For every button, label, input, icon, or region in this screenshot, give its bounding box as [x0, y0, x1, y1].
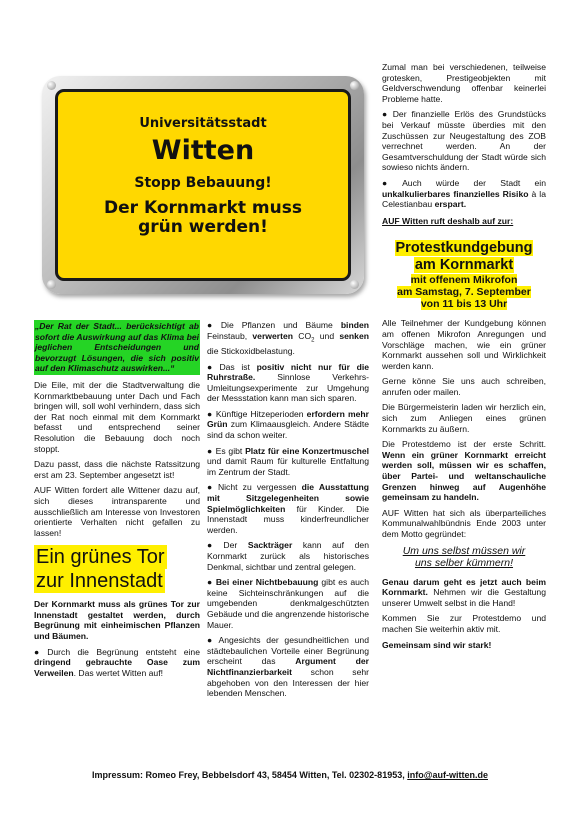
paragraph: Alle Teilnehmer der Kundgebung können am offenen Mikrofon Anregungen und Vorschläge machen, wie ein grüner Kornmarkt aussehen soll und Wirklichkeit werden kann. [382, 318, 546, 371]
sign-line-demand-1: Der Kornmarkt muss [104, 198, 302, 218]
bullet-icon: ● [207, 445, 213, 456]
sign-line-city-type: Universitätsstadt [139, 116, 267, 131]
quote-box [34, 320, 200, 375]
bullet-item: ● Durch die Begrünung entsteht eine dringend gebrauchte Oase zum Verweilen. Das wertet Witten auf! [34, 646, 200, 678]
bullet-item: ● Künftige Hitzeperioden erfordern mehr Grün zum Klimaausgleich. Andere Städte sind da schon weiter. [207, 408, 369, 441]
bullet-item: ● Nicht zu vergessen die Ausstattung mit Sitzgelegenheiten sowie Spielmöglichkeiten für Kinder. Die Innenstadt muss kinderfreundlicher werden. [207, 482, 369, 535]
paragraph: Zumal man bei verschiedenen, teilweise grotesken, Prestigeobjekten mit Geldverschwendung offenbar keinerlei Probleme hatte. [382, 62, 546, 104]
event-title: am Kornmarkt [414, 257, 514, 274]
bullet-icon: ● [382, 177, 400, 188]
event-title: Protestkundgebung [395, 240, 533, 257]
heading-line: zur Innenstadt [36, 570, 163, 593]
bullet-item: ● Der finanzielle Erlös des Grundstücks bei Verkauf müsste überdies mit den Zuschüssen zur Neugestaltung des ZOB verrechnet werden. An der Gesamtverschuldung der Stadt würde sich sowieso nichts ändern. [382, 109, 546, 173]
impressum-text: Impressum: Romeo Frey, Bebbelsdorf 43, 58454 Witten, Tel. 02302-81953, [92, 770, 408, 780]
bullet-icon: ● [207, 408, 213, 419]
bullet-item: ● Der Sackträger kann auf den Kornmarkt zurück als historisches Denkmal, sichtbar und zentral gelegen. [207, 540, 369, 572]
screw-icon [47, 81, 56, 90]
sign-line-demand-2: grün werden! [138, 217, 268, 237]
column-middle [207, 320, 369, 704]
bullet-icon: ● [207, 577, 213, 588]
paragraph: Gerne könne Sie uns auch schreiben, anrufen oder mailen. [382, 376, 546, 397]
bullet-item: ● Auch würde der Stadt ein unkalkulierbares finanzielles Risiko à la Celestianbau erspart. [382, 177, 547, 210]
paragraph: AUF Witten hat sich als überparteiliches Kommunalwahlbündnis Ende 2003 unter dem Motto gegründet: [382, 507, 546, 539]
email-link[interactable]: info@auf-witten.de [407, 770, 488, 780]
bullet-item: ● Das ist positiv nicht nur für die Ruhrstraße. Sinnlose Verkehrs-Umleitungsexperimente zur Umgehung der Messstation kann man sich sparen. [207, 361, 369, 404]
heading-line: Ein grünes Tor [36, 546, 165, 569]
bullet-item: ● Angesichts der gesundheitlichen und städtebaulichen Vorteile einer Begrünung erscheint das Argument der Nichtfinanzierbarkeit schon sehr abgehoben von den Interessen der hier lebenden Menschen. [207, 635, 369, 699]
column-left [34, 320, 200, 683]
screw-icon [47, 280, 56, 289]
event-time: von 11 bis 13 Uhr [420, 298, 508, 311]
bullet-icon: ● [207, 540, 221, 551]
section-heading [34, 545, 200, 593]
footer-impressum [0, 770, 580, 780]
motto: Um uns selbst müssen wir uns selber kümmern! [402, 544, 526, 570]
bullet-icon: ● [207, 635, 216, 646]
sign-line-city: Witten [151, 135, 255, 166]
bullet-icon: ● [207, 361, 217, 372]
paragraph: Dazu passt, dass die nächste Ratssitzung erst am 23. September angesetzt ist! [34, 459, 200, 480]
screw-icon [350, 280, 359, 289]
bullet-icon: ● [382, 109, 390, 120]
screw-icon [350, 81, 359, 90]
town-sign-face [55, 89, 351, 281]
paragraph: Die Eile, mit der die Stadtverwaltung die Kornmarktbebauung unter Dach und Fach bringen will, soll wohl verhindern, dass sich der Rat noch einmal mit dem Kornmarkt befasst und entsprechend seiner Resolution die Bebauung doch noch stoppt. [34, 379, 200, 454]
bullet-icon: ● [207, 482, 215, 493]
closing-line: Gemeinsam sind wir stark! [382, 639, 492, 650]
column-right [382, 62, 546, 655]
town-sign [42, 76, 364, 294]
bullet-icon: ● [34, 646, 45, 657]
bullet-icon: ● [207, 320, 218, 330]
paragraph: Die Bürgermeisterin laden wir herzlich ein, sich zum Anliegen eines grünen Kornmarkts zu äußern. [382, 402, 546, 434]
paragraph: Kommen Sie zur Protestdemo und machen Sie weiterhin aktiv mit. [382, 613, 546, 634]
resolution-quote: „Der Rat der Stadt... berücksichtigt ab sofort die Auswirkung auf das Klima bei jeglichen Entscheidungen und bevorzugt Lösungen, die sich positiv auf den Klimaschutz auswirken...“ [35, 321, 199, 374]
call-to-action: AUF Witten ruft deshalb auf zur: [382, 215, 514, 226]
event-date: am Samstag, 7. September [397, 286, 531, 299]
paragraph-bold: Der Kornmarkt muss als grünes Tor zur Innenstadt gestaltet werden, durch Begrünung mit einheimischen Pflanzen und Bäumen. [34, 599, 200, 642]
paragraph: Genau darum geht es jetzt auch beim Kornmarkt. Nehmen wir die Gestaltung unserer Umwelt selbst in die Hand! [382, 576, 546, 608]
paragraph: AUF Witten fordert alle Wittener dazu auf, sich dieses intransparente und ausschließlich am Interesse von Investoren orientierte Verhalten nicht gefallen zu lassen! [34, 485, 200, 538]
sign-line-stop: Stopp Bebauung! [134, 175, 272, 191]
bullet-item: ● Bei einer Nichtbebauung gibt es auch keine Sichteinschränkungen auf die umgebenden denkmalgeschützten Gebäude und die angrenzende historische Mauer. [207, 577, 370, 630]
event-detail: mit offenem Mikrofon [410, 274, 518, 287]
bullet-item: ● Es gibt Platz für eine Konzertmuschel und damit Raum für kulturelle Entfaltung im Zentrum der Stadt. [207, 445, 369, 477]
bullet-item: ● Die Pflanzen und Bäume binden Feinstaub, verwerten $CO_2$ und senken die Stickoxidbelastung. [207, 320, 369, 356]
paragraph: Die Protestdemo ist der erste Schritt. Wenn ein grüner Kornmarkt erreicht werden soll, müssen wir es schaffen, über Partei- und weltanschauliche Grenzen hinweg auf Augenhöhe gemeinsam zu handeln. [382, 439, 546, 503]
event-box [382, 240, 546, 310]
